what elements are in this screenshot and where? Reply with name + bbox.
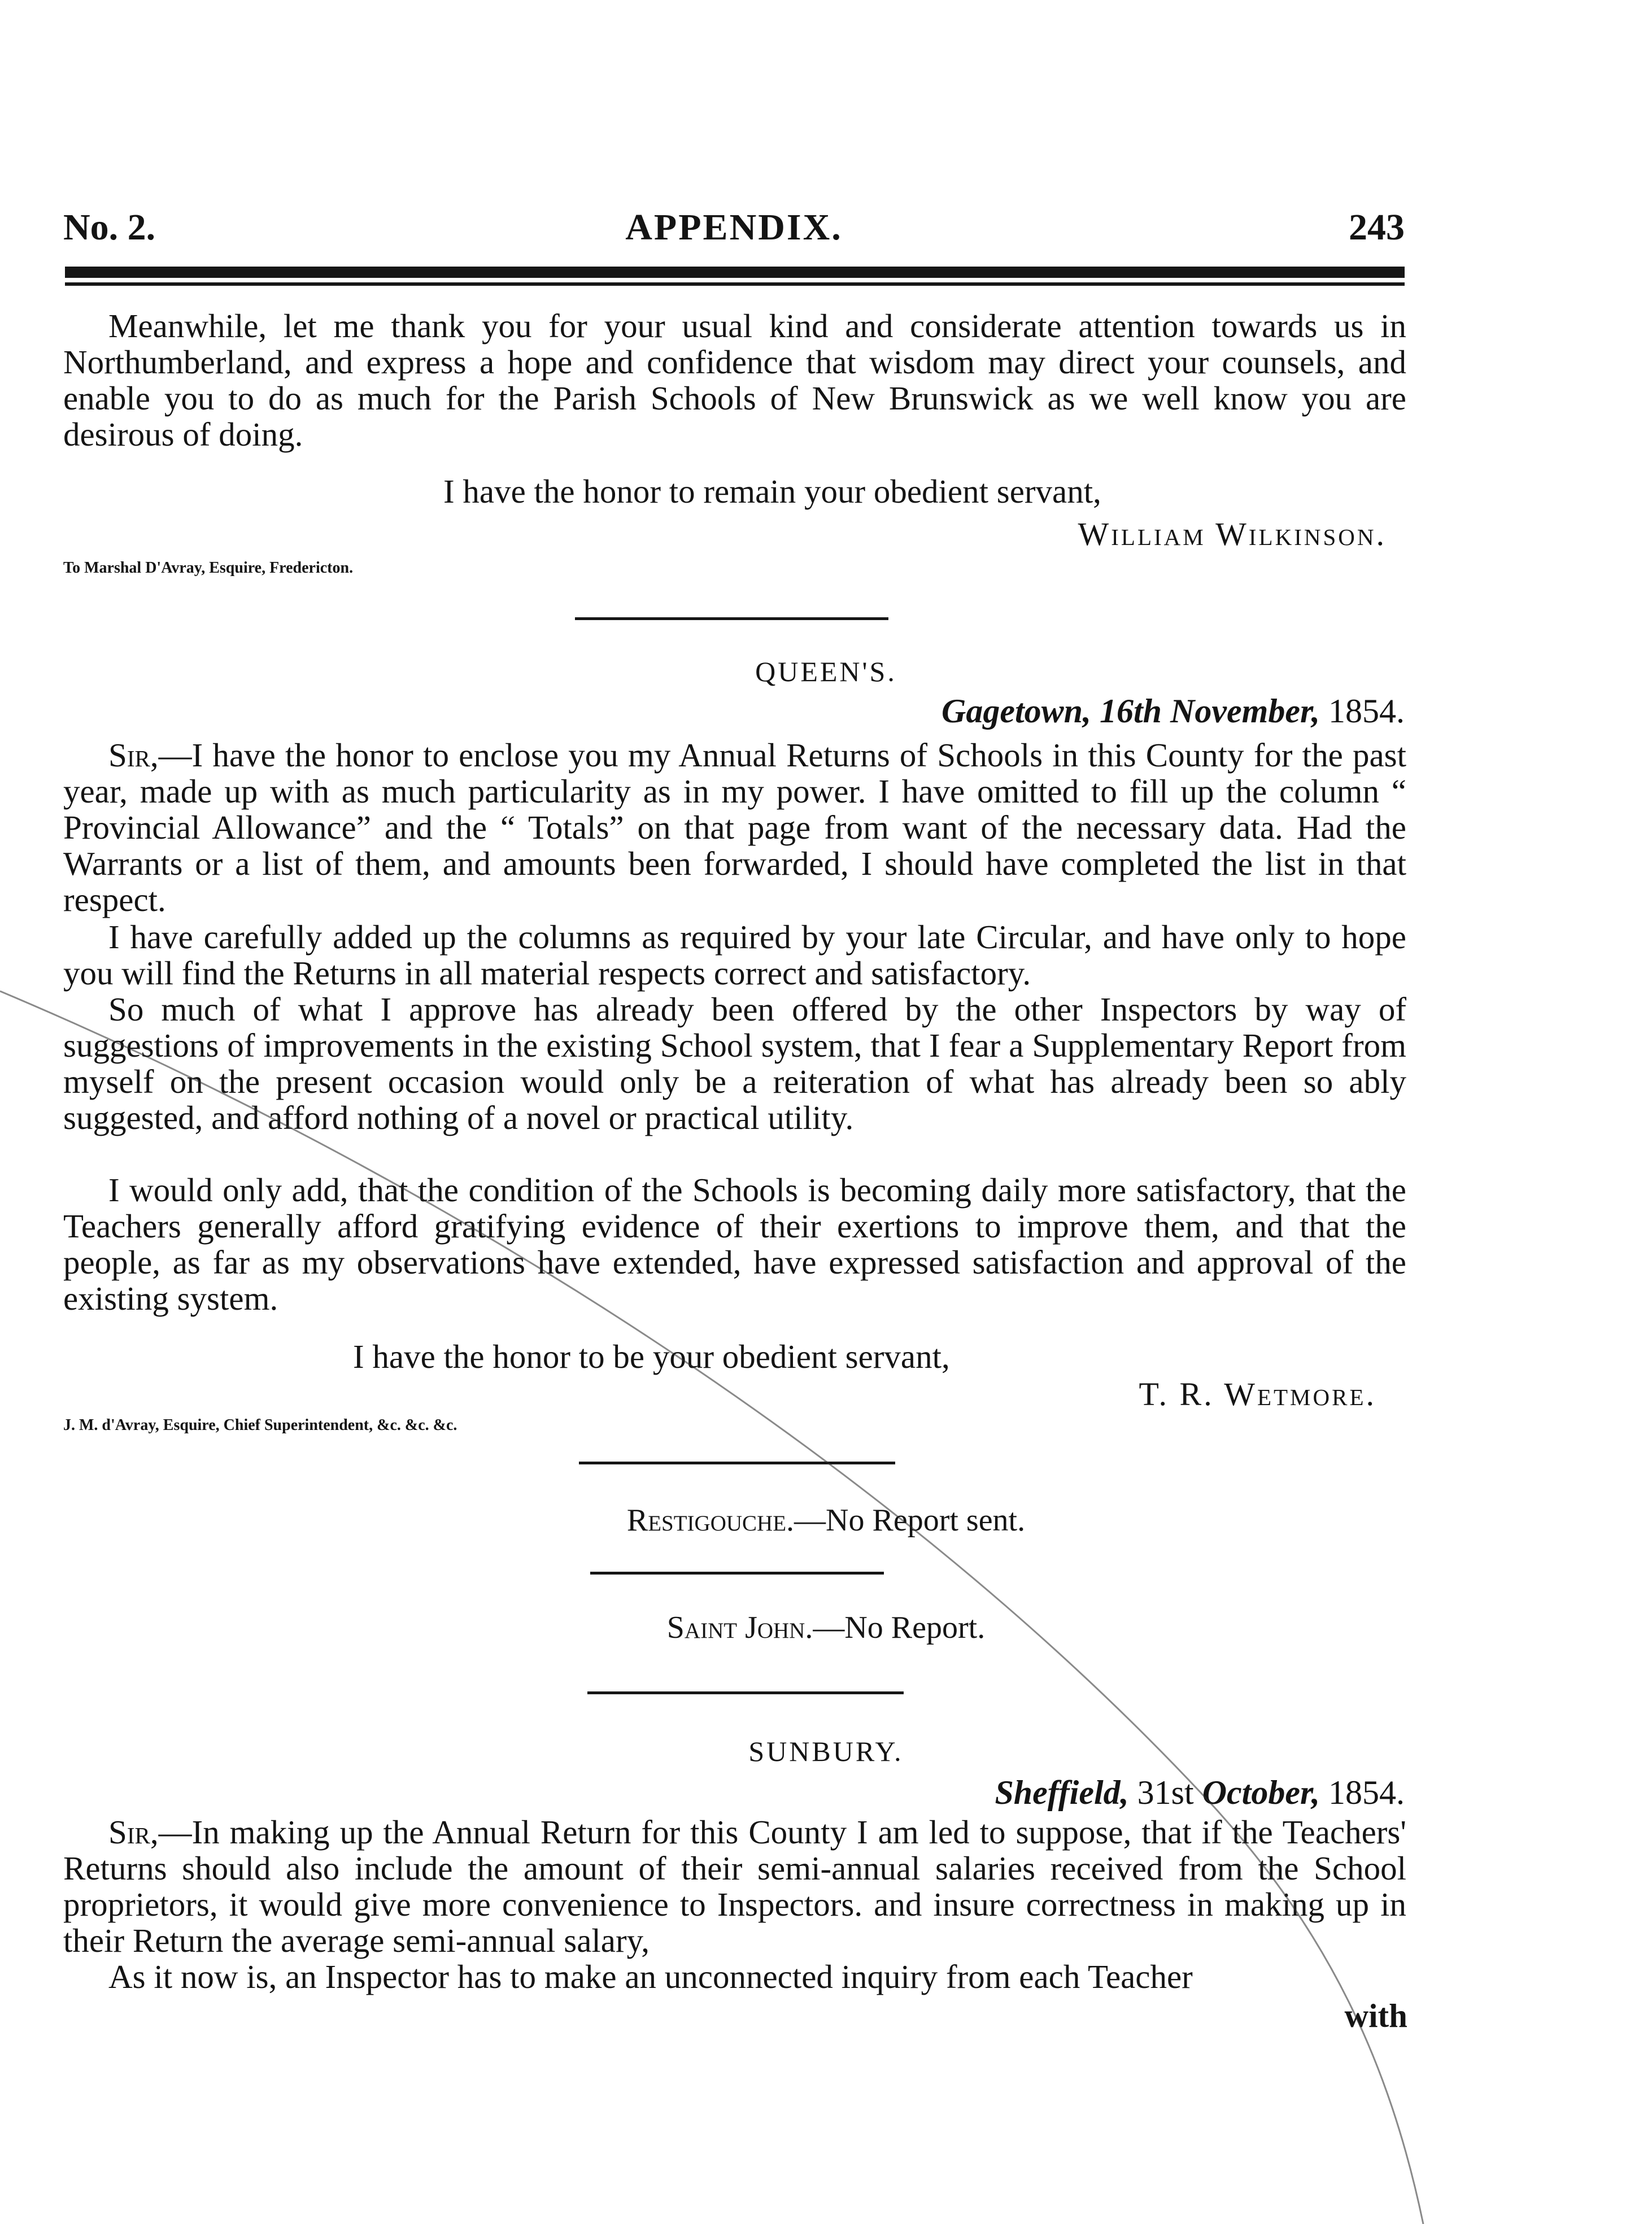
wilkinson-closing-paragraph: Meanwhile, let me thank you for your usual kind and considerate attention towards us in Northumberland, and express a hope and confidence that wisdom may direct your counsels, and enable you to do as much for the Parish Schools of New Brunswick as we well know you are desirous of doing.	[63, 307, 1406, 453]
scan-artifact-stroke	[0, 991, 1423, 2224]
queens-dateline-date: 16th November,	[1100, 692, 1320, 730]
sunbury-paragraph-2: As it now is, an Inspector has to make an unconnected inquiry from each Teacher	[108, 1958, 1193, 1995]
catchword: with	[1344, 1997, 1407, 2034]
wetmore-signature: T. R. Wetmore.	[1139, 1376, 1376, 1412]
queens-dateline-year: 1854.	[1328, 692, 1405, 730]
queens-dateline-place: Gagetown,	[941, 692, 1092, 730]
wetmore-closing-line: I have the honor to be your obedient servant,	[353, 1338, 950, 1375]
restigouche-text: .—No Report sent.	[786, 1503, 1026, 1538]
sunbury-dateline-year: 1854.	[1328, 1774, 1405, 1811]
sunbury-dateline-month: October,	[1202, 1774, 1320, 1811]
saint-john-name: Saint John	[666, 1610, 805, 1645]
sunbury-dateline-day: 31st	[1137, 1774, 1194, 1811]
wetmore-addressee: J. M. d'Avray, Esquire, Chief Superintendent, &c. &c. &c.	[63, 1416, 457, 1434]
queens-paragraph-1-text: —I have the honor to enclose you my Annual Returns of Schools in this County for the past year, made up with as much particularity as in my power. I have omitted to fill up the column “ Provincial Allowance” and the “ Totals” on that page from want of the necessary data. Had the Warrants or a list of them, and amounts been forwarded, I should have completed the list in that respect.	[63, 736, 1406, 918]
queens-heading: QUEEN'S.	[755, 656, 897, 687]
sunbury-salutation: Sir,	[108, 1813, 159, 1851]
sunbury-paragraph-1-text: —In making up the Annual Return for this County I am led to suppose, that if the Teachers' Returns should also include the amount of their semi-annual salaries received from the School proprietors, it would give more convenience to Inspectors. and insure correctness in making up in their Return the average semi-annual salary,	[63, 1813, 1406, 1959]
queens-paragraph-3: So much of what I approve has already been offered by the other Inspectors by way of suggestions of improvements in the existing School system, that I fear a Supplementary Report from myself on the present occasion would only be a reiteration of what has already been so ably suggested, and afford nothing of a novel or practical utility.	[63, 991, 1406, 1136]
restigouche-name: Restigouche	[626, 1503, 787, 1538]
wilkinson-closing-line: I have the honor to remain your obedient servant,	[443, 473, 1101, 510]
wilkinson-addressee: To Marshal D'Avray, Esquire, Fredericton.	[63, 559, 354, 577]
page-number: 243	[1349, 207, 1405, 248]
running-title: APPENDIX.	[625, 207, 843, 248]
sunbury-dateline-place: Sheffield,	[995, 1774, 1129, 1811]
queens-paragraph-4: I would only add, that the condition of the Schools is becoming daily more satisfactory, that the Teachers generally afford gratifying evidence of their exertions to improve them, and that the people, as far as my observations have extended, have expressed satisfaction and approval of the existing system.	[63, 1171, 1406, 1317]
queens-salutation: Sir,	[108, 736, 159, 774]
report-number: No. 2.	[63, 207, 156, 248]
sunbury-heading: SUNBURY.	[748, 1735, 904, 1767]
wilkinson-signature: William Wilkinson.	[1078, 516, 1387, 552]
saint-john-text: .—No Report.	[805, 1610, 986, 1645]
queens-paragraph-2: I have carefully added up the columns as required by your late Circular, and have only to hope you will find the Returns in all material respects correct and satisfactory.	[63, 918, 1406, 992]
